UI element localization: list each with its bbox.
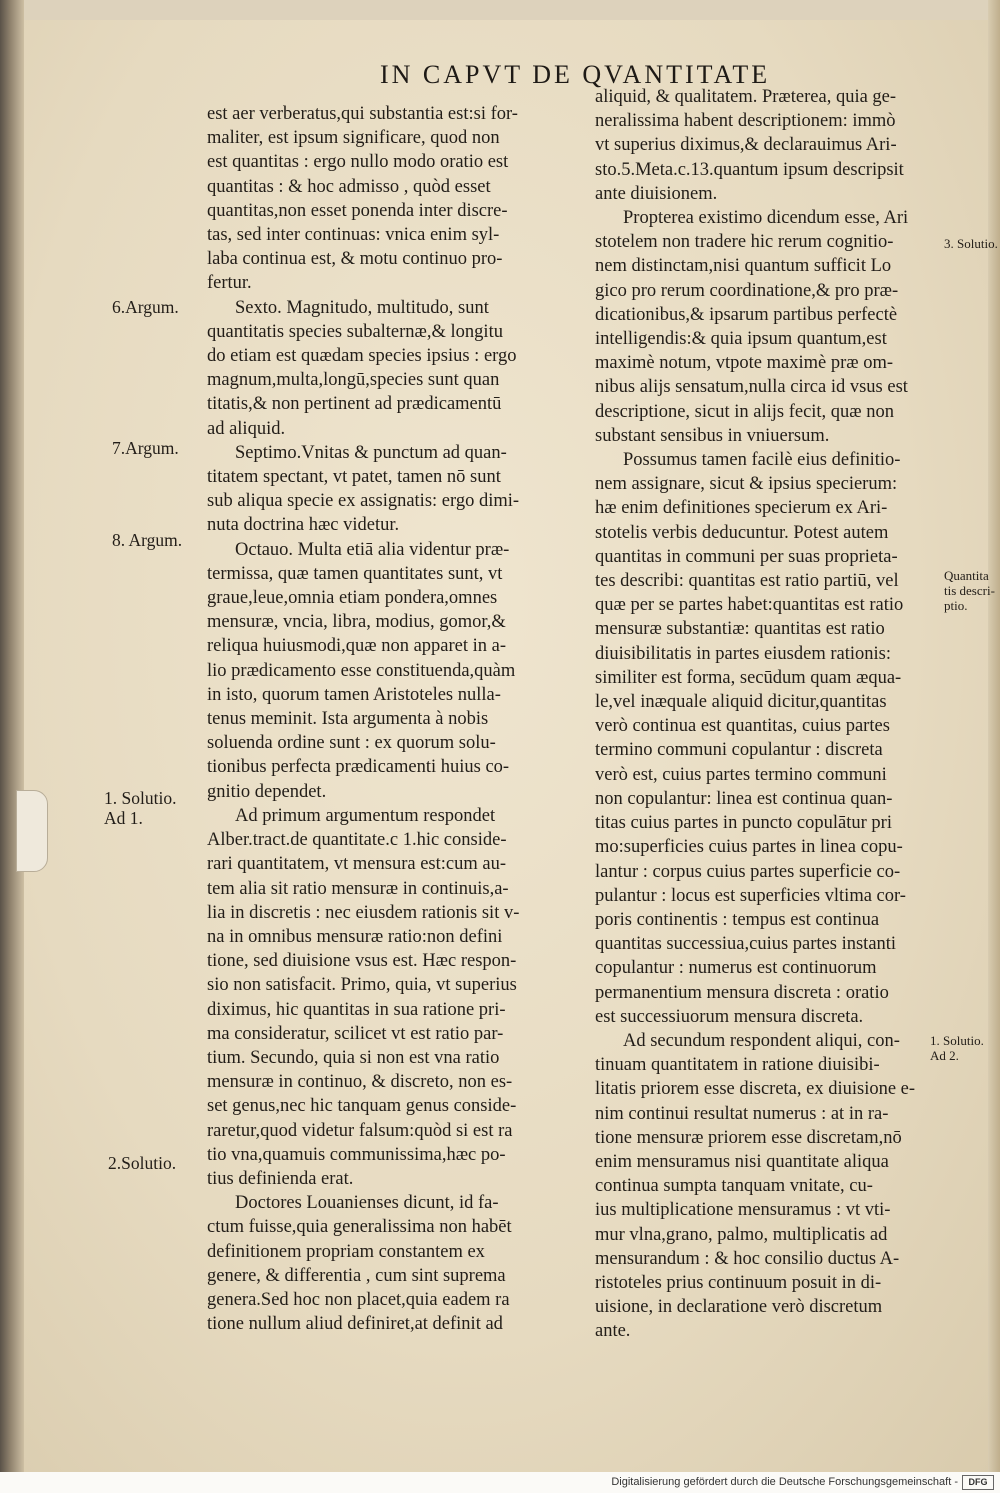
text-line: sto.5.Meta.c.13.quantum ipsum descripsit	[595, 159, 904, 180]
text-line: quantitas,non esset ponenda inter discre-	[207, 200, 508, 221]
text-line: titatem spectant, vt patet, tamen nō sunt	[207, 467, 501, 488]
margin-note-quantitatis	[944, 568, 995, 613]
text-line: rari quantitatem, vt mensura est:cum au-	[207, 854, 506, 875]
margin-note-sol1b-label: 1. Solutio.	[930, 1033, 984, 1048]
footer-bar	[0, 1472, 1000, 1493]
text-line: tinuam quantitatem in ratione diuisibi-	[595, 1055, 880, 1076]
text-line: laba continua est, & motu continuo pro-	[207, 249, 503, 270]
text-line: tes describi: quantitas est ratio partiū, vel	[595, 571, 899, 592]
text-line: raretur,quod videtur falsum:quòd si est ra	[207, 1120, 513, 1141]
text-line: Septimo.Vnitas & punctum ad quan-	[235, 442, 507, 463]
text-line: mur vlna,grano, palmo, multiplicatis ad	[595, 1224, 888, 1245]
text-line: verò continua est quantitas, cuius partes	[595, 716, 890, 737]
text-line: termino communi copulantur : discreta	[595, 740, 883, 761]
text-line: nim continui resultat numerus : at in ra-	[595, 1103, 889, 1124]
text-line: poris continentis : tempus est continua	[595, 909, 880, 930]
dfg-logo: DFG	[962, 1475, 994, 1490]
text-line: est successiuorum mensura discreta.	[595, 1006, 864, 1027]
text-line: litatis priorem esse discreta, ex diuisione e-	[595, 1079, 916, 1100]
text-line: permanentium mensura discreta : oratio	[595, 982, 889, 1003]
text-line: magnum,multa,longū,species sunt quan	[207, 370, 500, 391]
margin-note-ad2-label: Ad 2.	[930, 1048, 959, 1063]
text-line: est aer verberatus,qui substantia est:si for-	[207, 104, 518, 124]
text-line: quantitas in communi per suas proprieta-	[595, 546, 898, 567]
text-line: pulantur : locus est superficies vltima cor-	[595, 885, 906, 906]
text-line: vt superius diximus,& declarauimus Ari-	[595, 135, 897, 156]
text-line: in isto, quorum tamen Aristoteles nulla-	[207, 684, 501, 705]
page-clip	[16, 790, 48, 872]
text-line: quantitas successiua,cuius partes instanti	[595, 934, 897, 955]
text-line: tione mensuræ priorem esse discretam,nō	[595, 1127, 902, 1148]
right-text-column	[595, 85, 940, 1344]
text-line: sub aliqua specie ex assignatis: ergo dimi-	[207, 491, 520, 512]
text-line: reliqua huiusmodi,quæ non apparet in a-	[207, 636, 507, 657]
text-line: uisione, in declaratione verò discretum	[595, 1297, 883, 1318]
text-line: Propterea existimo dicendum esse, Ari	[623, 208, 909, 229]
margin-note-arg7: 7.Argum.	[112, 438, 179, 458]
running-header: IN CAPVT DE QVANTITATE	[380, 60, 771, 89]
text-line: lio prædicamento esse constituenda,quàm	[207, 660, 516, 681]
text-line: enim mensuramus nisi quantitate aliqua	[595, 1151, 889, 1172]
book-spine-shadow	[0, 0, 24, 1472]
text-line: mensuræ in continuo, & discreto, non es-	[207, 1072, 513, 1093]
text-line: fertur.	[207, 273, 252, 294]
text-line: nuta doctrina hæc videtur.	[207, 515, 400, 536]
margin-note-arg8: 8. Argum.	[112, 530, 183, 550]
text-line: verò est, cuius partes termino communi	[595, 764, 887, 785]
text-line: Ad primum argumentum respondet	[235, 805, 496, 826]
text-line: stotelem non tradere hic rerum cognitio-	[595, 232, 894, 253]
text-line: Octauo. Multa etiā alia videntur præ-	[235, 539, 510, 560]
text-line: tenus meminit. Ista argumenta à nobis	[207, 709, 489, 730]
text-line: graue,leue,omnia etiam pondera,omnes	[207, 588, 498, 609]
text-line: definitionem propriam constantem ex	[207, 1241, 485, 1262]
text-line: termissa, quæ tamen quantitates sunt, vt	[207, 563, 503, 584]
text-line: Ad secundum respondent aliqui, con-	[623, 1030, 900, 1051]
page-edge	[988, 0, 1000, 1472]
text-line: neralissima habent descriptionem: immò	[595, 111, 896, 132]
text-line: mo:superficies cuius partes in linea copu-	[595, 837, 903, 858]
text-line: aliquid, & qualitatem. Præterea, quia ge-	[595, 87, 897, 107]
text-line: tas, sed inter continuas: vnica enim syl-	[207, 225, 500, 246]
margin-note-sol1-label: 1. Solutio.	[104, 788, 177, 808]
text-line: descriptione, sicut in alijs fecit, quæ non	[595, 401, 895, 422]
text-line: na in omnibus mensuræ ratio:non defini	[207, 926, 503, 947]
text-line: continua sumpta tanquam vnitate, cu-	[595, 1176, 873, 1197]
text-line: mensurandum : & hoc consilio ductus A-	[595, 1248, 900, 1269]
text-line: titas cuius partes in puncto copulātur pri	[595, 813, 892, 834]
text-line: stotelis verbis deducuntur. Potest autem	[595, 522, 889, 543]
left-text-column	[207, 102, 592, 1336]
text-line: ma consideratur, scilicet vt est ratio par-	[207, 1023, 504, 1044]
text-line: non copulantur: linea est continua quan-	[595, 788, 893, 809]
text-line: diximus, hic quantitas in sua ratione pri-	[207, 999, 506, 1020]
margin-note-sol2: 2.Solutio.	[108, 1153, 177, 1173]
text-line: tio vna,quamuis communissima,hæc po-	[207, 1144, 506, 1165]
text-line: tium. Secundo, quia si non est vna ratio	[207, 1047, 500, 1068]
text-line: nem distinctam,nisi quantum sufficit Lo	[595, 256, 892, 277]
text-line: set genus,nec hic tanquam genus conside-	[207, 1096, 517, 1117]
text-line: tem alia sit ratio mensuræ in continuis,a-	[207, 878, 509, 899]
text-line: mensuræ, vncia, libra, modius, gomor,&	[207, 612, 506, 633]
text-line: intelligendis:& quia ipsum quantum,est	[595, 329, 887, 350]
text-line: do etiam est quædam species ipsius : ergo	[207, 346, 517, 367]
margin-note-sol3: 3. Solutio.	[944, 236, 998, 251]
text-line: nem assignare, sicut & ipsius specierum:	[595, 474, 898, 495]
text-line: diuisibilitatis in partes eiusdem rationis:	[595, 643, 891, 664]
text-line: titatis,& non pertinent ad prædicamentū	[207, 394, 502, 415]
text-line: Sexto. Magnitudo, multitudo, sunt	[235, 297, 489, 318]
text-line: maliter, est ipsum significare, quod non	[207, 128, 500, 149]
text-line: ristoteles prius continuum posuit in di-	[595, 1272, 882, 1293]
text-line: genera.Sed hoc non placet,quia eadem ra	[207, 1289, 510, 1310]
text-line: dicationibus,& ipsarum partibus perfectè	[595, 304, 898, 325]
text-line: Possumus tamen facilè eius definitio-	[623, 450, 901, 471]
margin-note-quant-line1: Quantita	[944, 568, 989, 583]
text-line: gnitio dependet.	[207, 781, 327, 802]
text-line: tionibus perfecta prædicamenti huius co-	[207, 757, 510, 778]
text-line: gico pro rerum coordinatione,& pro præ-	[595, 280, 899, 301]
text-line: ante.	[595, 1321, 631, 1342]
margin-note-quant-line2: tis descri-	[944, 583, 995, 598]
text-line: Doctores Louanienses dicunt, id fa-	[235, 1193, 499, 1214]
text-line: le,vel inæquale aliquid dicitur,quantitas	[595, 692, 887, 713]
text-line: quæ per se partes habet:quantitas est ratio	[595, 595, 904, 616]
margin-note-quant-line3: ptio.	[944, 598, 968, 613]
text-line: est quantitas : ergo nullo modo oratio est	[207, 152, 509, 173]
text-line: Alber.tract.de quantitate.c 1.hic conside-	[207, 830, 507, 851]
text-line: substant sensibus in vniuersum.	[595, 425, 830, 446]
text-line: sio non satisfacit. Primo, quia, vt superius	[207, 975, 517, 996]
margin-note-ad1-label: Ad 1.	[104, 808, 143, 828]
text-line: soluenda ordine sunt : ex quorum solu-	[207, 733, 496, 754]
text-line: hæ enim definitiones specierum ex Ari-	[595, 498, 888, 519]
text-line: lia in discretis : nec eiusdem rationis sit v-	[207, 902, 520, 923]
text-line: tione nullum aliud definiret,at definit ad	[207, 1314, 503, 1335]
text-line: ius multiplicatione mensuramus : vt vti-	[595, 1200, 891, 1221]
text-line: quantitas : & hoc admisso , quòd esset	[207, 176, 491, 197]
text-line: copulantur : numerus est continuorum	[595, 958, 877, 979]
text-line: ante diuisionem.	[595, 183, 718, 204]
margin-note-sol1-ad2	[930, 1033, 984, 1063]
text-line: nibus alijs sensatum,nulla circa id vsus est	[595, 377, 908, 398]
text-line: genere, & differentia , cum sint suprema	[207, 1265, 506, 1286]
text-line: ad aliquid.	[207, 418, 286, 439]
text-line: lantur : corpus cuius partes superficie co-	[595, 861, 901, 882]
text-line: similiter est forma, secūdum quam æqua-	[595, 667, 902, 688]
margin-note-sol1	[104, 788, 176, 828]
funding-credit: Digitalisierung gefördert durch die Deutsche Forschungsgemeinschaft -	[611, 1476, 958, 1488]
text-line: quantitatis species subalternæ,& longitu	[207, 321, 503, 342]
text-line: mensuræ substantiæ: quantitas est ratio	[595, 619, 885, 640]
text-line: tius definienda erat.	[207, 1168, 354, 1189]
text-line: maximè notum, vtpote maximè præ om-	[595, 353, 894, 374]
text-line: tione, sed diuisione vsus est. Hæc respon-	[207, 951, 517, 972]
text-line: ctum fuisse,quia generalissima non habēt	[207, 1217, 512, 1238]
margin-note-arg6: 6.Argum.	[112, 297, 179, 317]
